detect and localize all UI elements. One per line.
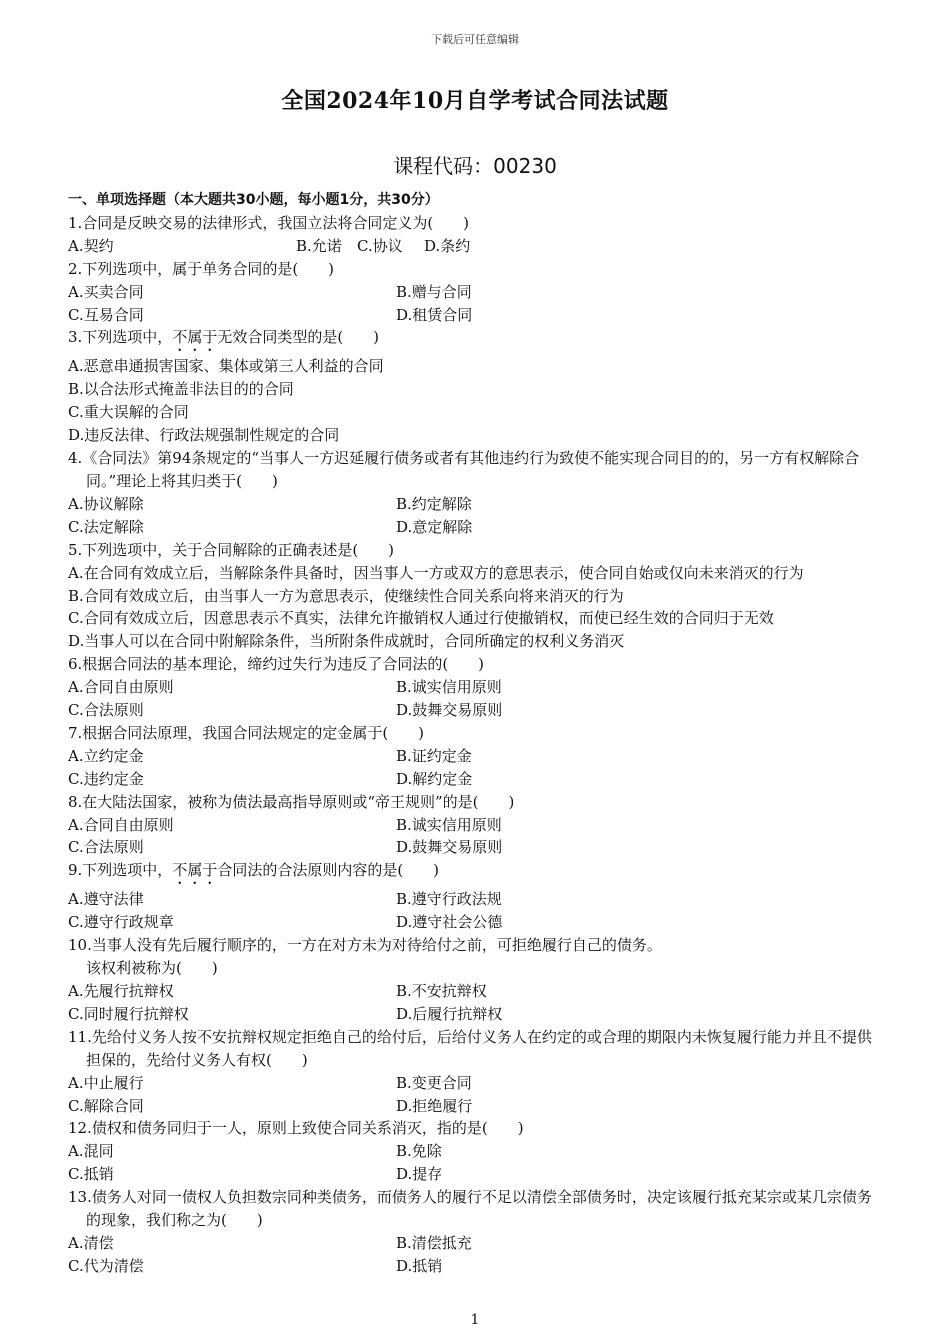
question-stem: 12.债权和债务同归于一人，原则上致使合同关系消灭，指的是( ) — [68, 1119, 524, 1138]
option-b: B.清偿抵充 — [396, 1233, 472, 1252]
option-d: D.提存 — [396, 1165, 443, 1184]
question-stem: 13.债务人对同一债权人负担数宗同种类债务，而债务人的履行不足以清偿全部债务时，决定该履行抵充某宗或某几宗债务的现象，我们称之为( ) — [68, 1188, 872, 1230]
option-row — [68, 768, 880, 791]
exam-title: 全国2024年10月自学考试合同法试题 — [281, 88, 669, 114]
option-b: B.以合法形式掩盖非法目的的合同 — [68, 380, 294, 399]
option-a: A.中止履行 — [68, 1073, 144, 1092]
option-a: A.买卖合同 — [68, 282, 144, 301]
option-row — [68, 980, 880, 1003]
option-b: B.免除 — [396, 1142, 442, 1161]
option-d: D.条约 — [424, 236, 471, 255]
option-row — [68, 911, 880, 934]
stem-text: 3.下列选项中， — [68, 328, 173, 347]
option-c: C.抵销 — [68, 1165, 114, 1184]
question-stem: 6.根据合同法的基本理论，缔约过失行为违反了合同法的( ) — [68, 655, 485, 674]
question-list — [68, 189, 880, 1278]
stem-text: 9.下列选项中， — [68, 861, 173, 880]
option-row — [68, 745, 880, 768]
question-stem — [68, 326, 880, 355]
option-b: B.遵守行政法规 — [396, 890, 502, 909]
option-d: D.违反法律、行政法规强制性规定的合同 — [68, 426, 340, 445]
option-a: A.先履行抗辩权 — [68, 982, 174, 1000]
option-row — [68, 1095, 880, 1118]
option-c: C.遵守行政规章 — [68, 913, 174, 932]
option-row — [68, 1072, 880, 1095]
course-code: 课程代码：00230 — [393, 154, 557, 178]
option-row — [68, 836, 880, 859]
option-a: A.协议解除 — [68, 494, 144, 513]
option-d: D.意定解除 — [396, 517, 473, 536]
option-row — [68, 1140, 880, 1163]
question-stem: 11.先给付义务人按不安抗辩权规定拒绝自己的给付后，后给付义务人在约定的或合理的期限内未恢复履行能力并且不提供担保的，先给付义务人有权( ) — [68, 1027, 872, 1069]
option-row — [68, 814, 880, 837]
option-c: C.代为清偿 — [68, 1256, 144, 1275]
option-row — [68, 1255, 880, 1278]
option-b: B.约定解除 — [396, 494, 472, 513]
question-stem: 2.下列选项中，属于单务合同的是( ) — [68, 259, 335, 278]
option-c: C.同时履行抗辩权 — [68, 1004, 189, 1023]
option-d: D.鼓舞交易原则 — [396, 701, 503, 720]
question-stem: 1.合同是反映交易的法律形式，我国立法将合同定义为( ) — [68, 213, 470, 232]
option-c: C.合法原则 — [68, 701, 144, 720]
option-d: D.后履行抗辩权 — [396, 1004, 503, 1023]
option-a: A.清偿 — [68, 1233, 114, 1252]
option-d: D.遵守社会公德 — [396, 913, 503, 932]
section-title: 一、单项选择题（本大题共30小题，每小题1分，共30分） — [68, 192, 439, 208]
header-note: 下载后可任意编辑 — [431, 33, 519, 46]
option-b: B.变更合同 — [396, 1073, 472, 1092]
option-a: A.契约 — [68, 236, 114, 255]
option-c: C.合法原则 — [68, 838, 144, 857]
stem-text: 合同法的合法原则内容的是( ) — [217, 861, 440, 880]
question-stem-continued: 该权利被称为( ) — [86, 959, 218, 978]
stem-emphasis: 不属于 — [172, 328, 218, 347]
option-c: C.解除合同 — [68, 1096, 144, 1115]
option-b: B.允诺 — [296, 236, 342, 255]
option-row — [68, 304, 880, 327]
stem-emphasis: 不属于 — [172, 861, 218, 880]
stem-text: 无效合同类型的是( ) — [217, 328, 380, 347]
option-d: D.鼓舞交易原则 — [396, 838, 503, 857]
option-row — [68, 1163, 880, 1186]
option-d: D.当事人可以在合同中附解除条件，当所附条件成就时，合同所确定的权利义务消灭 — [68, 632, 625, 651]
option-row — [68, 281, 880, 304]
option-b: B.诚实信用原则 — [396, 815, 502, 834]
option-a: A.混同 — [68, 1142, 114, 1161]
option-c: C.法定解除 — [68, 517, 144, 536]
option-row — [68, 516, 880, 539]
question-stem — [68, 859, 880, 888]
option-d: D.拒绝履行 — [396, 1096, 473, 1115]
option-row — [68, 699, 880, 722]
option-a: A.合同自由原则 — [68, 678, 174, 697]
option-b: B.证约定金 — [396, 746, 472, 765]
option-row — [68, 493, 880, 516]
option-a: A.合同自由原则 — [68, 815, 174, 834]
option-row — [68, 888, 880, 911]
option-row — [68, 235, 880, 258]
option-d: D.抵销 — [396, 1256, 443, 1275]
option-a: A.立约定金 — [68, 746, 144, 765]
option-a: A.在合同有效成立后，当解除条件具备时，因当事人一方或双方的意思表示，使合同自始或仅向未来消灭的行为 — [68, 563, 804, 582]
option-c: C.重大误解的合同 — [68, 403, 189, 422]
question-stem: 7.根据合同法原理，我国合同法规定的定金属于( ) — [68, 723, 425, 742]
question-stem: 8.在大陆法国家，被称为债法最高指导原则或“帝王规则”的是( ) — [68, 792, 515, 811]
option-a: A.恶意串通损害国家、集体或第三人利益的合同 — [68, 357, 384, 376]
option-row — [68, 1003, 880, 1026]
question-stem: 10.当事人没有先后履行顺序的，一方在对方未为对待给付之前，可拒绝履行自己的债务。 — [68, 936, 662, 955]
question-stem: 4.《合同法》第94条规定的“当事人一方迟延履行债务或者有其他违约行为致使不能实现合同目的的，另一方有权解除合同。”理论上将其归类于( ) — [68, 449, 860, 490]
option-b: B.不安抗辩权 — [396, 982, 487, 1000]
question-stem: 5.下列选项中，关于合同解除的正确表述是( ) — [68, 540, 395, 559]
option-b: B.合同有效成立后，由当事人一方为意思表示，使继续性合同关系向将来消灭的行为 — [68, 586, 624, 605]
option-b: B.诚实信用原则 — [396, 678, 502, 697]
option-c: C.违约定金 — [68, 769, 144, 788]
page-number: 1 — [470, 1312, 480, 1328]
option-row — [68, 676, 880, 699]
option-c: C.互易合同 — [68, 305, 144, 324]
option-d: D.解约定金 — [396, 769, 473, 788]
option-c: C.合同有效成立后，因意思表示不真实，法律允许撤销权人通过行使撤销权，而使已经生效的合同归于无效 — [68, 609, 774, 628]
option-d: D.租赁合同 — [396, 305, 473, 324]
option-b: B.赠与合同 — [396, 282, 472, 301]
option-row — [68, 1232, 880, 1255]
option-a: A.遵守法律 — [68, 890, 144, 909]
option-c: C.协议 — [357, 236, 403, 255]
